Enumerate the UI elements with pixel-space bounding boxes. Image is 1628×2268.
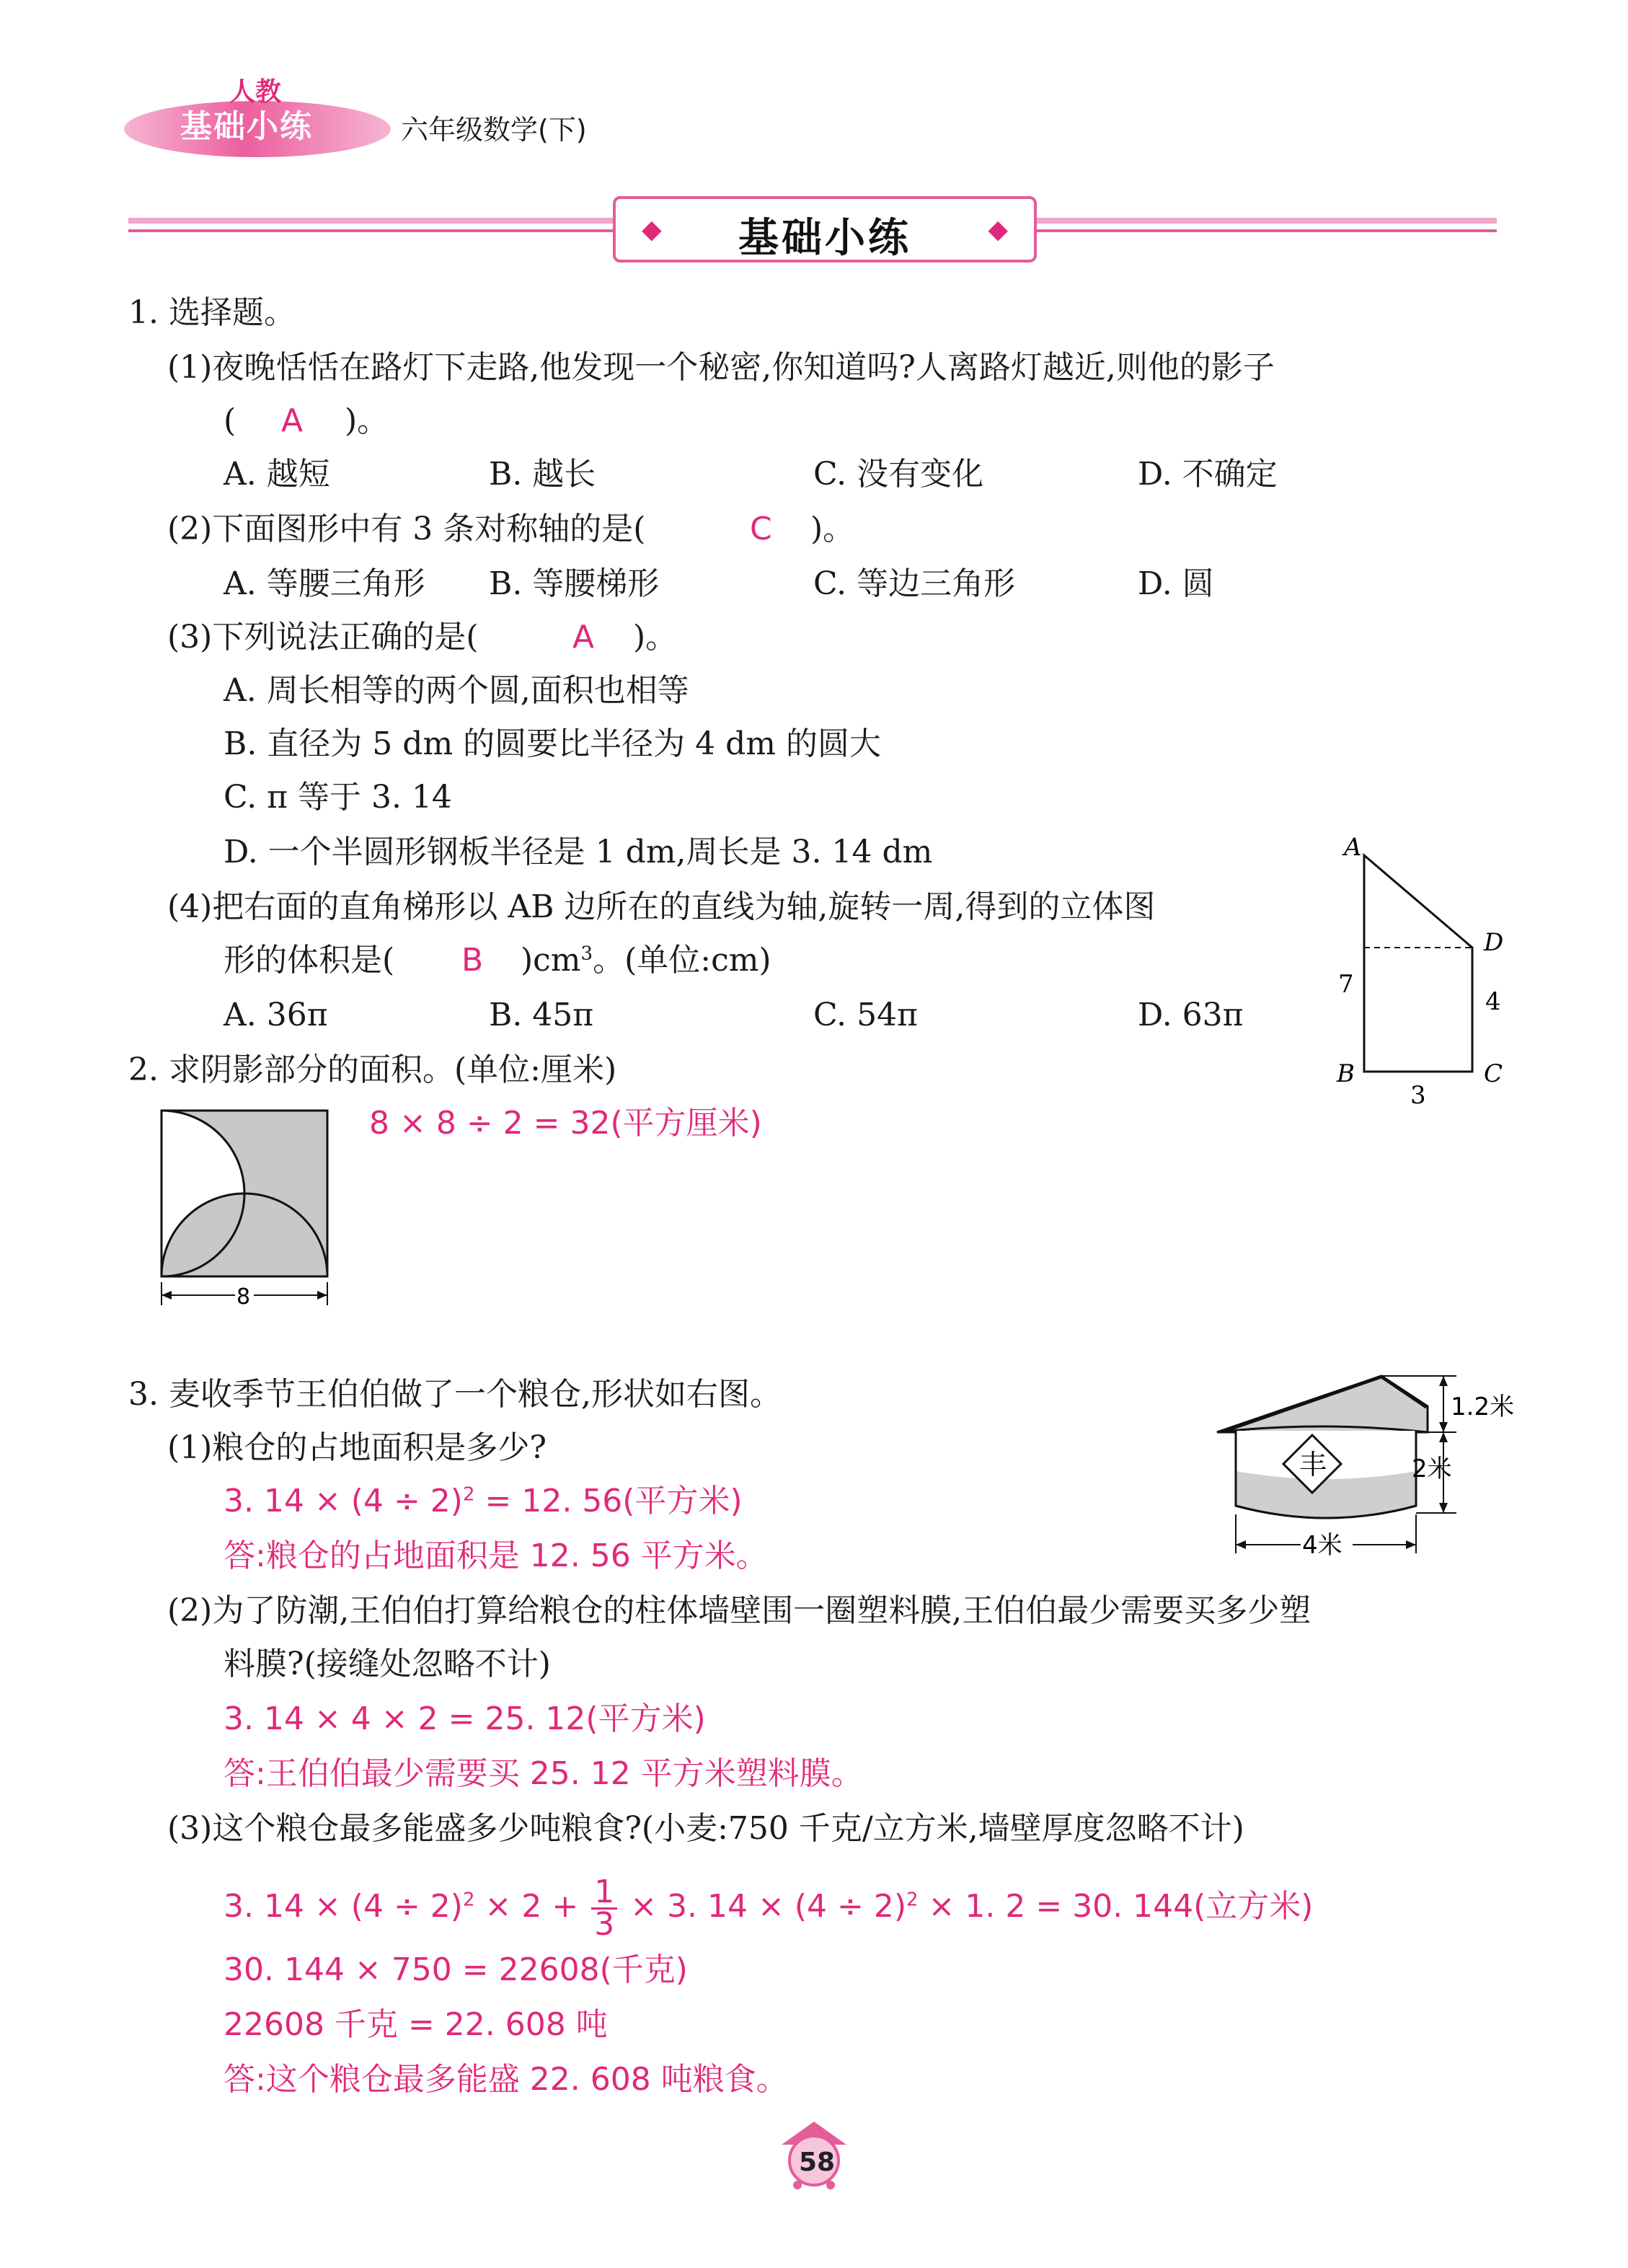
q3-p3-calc1 [224, 1873, 1314, 1943]
title-rule-left-2 [128, 229, 613, 232]
q1-p4-stem1: (4)把右面的直角梯形以 AB 边所在的直线为轴,旋转一周,得到的立体图 [167, 888, 1156, 925]
q3-p3-stem: (3)这个粮仓最多能盛多少吨粮食?(小麦:750 千克/立方米,墙壁厚度忽略不计) [167, 1810, 1244, 1847]
q3-p1-calc-sup: 2 [462, 1483, 475, 1506]
q1-p2-option-a: A. 等腰三角形 [224, 565, 425, 602]
q1-p4-close-post: 。(单位:cm) [593, 942, 771, 979]
diameter-label: 4米 [1302, 1531, 1342, 1560]
q1-p4-stem2: 形的体积是( [224, 942, 395, 979]
q1-p1-stem1: (1)夜晚恬恬在路灯下走路,他发现一个秘密,你知道吗?人离路灯越近,则他的影子 [167, 349, 1275, 386]
q1-p2-option-d: D. 圆 [1138, 565, 1214, 602]
header-series: 基础小练 [180, 108, 313, 145]
shaded-square-figure [154, 1103, 342, 1312]
q1-p1-close: )。 [345, 402, 389, 439]
wall-height-label: 2米 [1412, 1455, 1452, 1483]
title-rule-left [128, 218, 613, 224]
q3-p2-stem2: 料膜?(接缝处忽略不计) [224, 1646, 551, 1682]
q1-p4-option-b: B. 45π [489, 997, 594, 1033]
fraction-numerator: 1 [591, 1877, 617, 1910]
q1-p4-option-d: D. 63π [1138, 997, 1244, 1033]
q1-p2-answer: C [750, 511, 772, 547]
vertex-a-label: A [1344, 833, 1362, 862]
q3-title: 3. 麦收季节王伯伯做了一个粮仓,形状如右图。 [128, 1376, 782, 1413]
fraction-denominator: 3 [594, 1905, 615, 1943]
q3-p3-calc1-b: × 2 + [474, 1888, 589, 1925]
q1-p4-answer: B [461, 942, 484, 979]
q1-p1-option-c: C. 没有变化 [813, 456, 984, 493]
q1-title: 1. 选择题。 [128, 294, 296, 331]
q1-p4-close-pre: )cm [521, 942, 581, 979]
q3-p3-calc2: 30. 144 × 750 = 22608(千克) [224, 1951, 688, 1988]
q3-p3-calc3: 22608 千克 = 22. 608 吨 [224, 2006, 608, 2043]
vertex-c-label: C [1484, 1059, 1503, 1088]
q3-p1-answer: 答:粮仓的占地面积是 12. 56 平方米。 [224, 1537, 768, 1574]
q1-p4-close [521, 940, 771, 981]
q3-p2-answer: 答:王伯伯最少需要买 25. 12 平方米塑料膜。 [224, 1755, 863, 1792]
q3-p3-calc1-sup2: 2 [906, 1889, 919, 1911]
q1-p3-stem: (3)下列说法正确的是( [167, 619, 479, 656]
q1-p3-option-a: A. 周长相等的两个圆,面积也相等 [224, 672, 689, 709]
q3-p2-stem1: (2)为了防潮,王伯伯打算给粮仓的柱体墙壁围一圈塑料膜,王伯伯最少需要买多少塑 [167, 1592, 1311, 1629]
dim-diameter-arrow-left [1236, 1540, 1246, 1549]
q1-p4-option-a: A. 36π [224, 997, 328, 1033]
q3-p1-calc [224, 1481, 743, 1522]
q3-p2-calc: 3. 14 × 4 × 2 = 25. 12(平方米) [224, 1700, 706, 1737]
q3-p1-stem: (1)粮仓的占地面积是多少? [167, 1429, 547, 1466]
badge-foot-right [826, 2181, 835, 2189]
dim-wall-arrow-up [1439, 1432, 1448, 1442]
q3-p3-calc1-d: × 1. 2 = 30. 144(立方米) [918, 1888, 1314, 1925]
dim-diameter-arrow-right [1406, 1540, 1416, 1549]
vertex-b-label: B [1337, 1059, 1355, 1088]
q1-p1-option-b: B. 越长 [489, 456, 596, 493]
q1-p2-option-b: B. 等腰梯形 [489, 565, 660, 602]
q1-p3-close: )。 [633, 619, 678, 656]
side-ab-label: 7 [1338, 970, 1354, 999]
vertex-d-label: D [1484, 928, 1504, 957]
q1-p1-option-a: A. 越短 [224, 456, 330, 493]
header-publisher: 人教 [229, 77, 282, 107]
side-dc-label: 4 [1485, 987, 1501, 1016]
page-number-badge [774, 2119, 854, 2191]
diamond-icon-left: ◆ [642, 215, 662, 244]
trapezoid-figure [1327, 829, 1514, 1118]
q3-p1-calc-pre: 3. 14 × (4 ÷ 2) [224, 1483, 463, 1519]
q1-p3-answer: A [572, 619, 595, 656]
q3-p3-answer: 答:这个粮仓最多能盛 22. 608 吨粮食。 [224, 2061, 788, 2098]
header-book: 六年级数学(下) [401, 114, 587, 146]
dim-arrow-right [317, 1291, 327, 1300]
q3-p1-calc-post: = 12. 56(平方米) [474, 1483, 743, 1519]
q1-p2-close: )。 [810, 511, 855, 547]
page-number: 58 [799, 2148, 836, 2177]
side-bc-label: 3 [1410, 1081, 1426, 1110]
dim-label: 8 [236, 1284, 251, 1310]
q3-p3-calc1-sup1: 2 [462, 1889, 475, 1911]
q1-p3-option-d: D. 一个半圆形钢板半径是 1 dm,周长是 3. 14 dm [224, 834, 933, 870]
q1-p3-option-b: B. 直径为 5 dm 的圆要比半径为 4 dm 的圆大 [224, 725, 881, 762]
granary-figure [1211, 1363, 1543, 1572]
diamond-icon-right: ◆ [988, 215, 1008, 244]
q1-p1-answer: A [281, 402, 304, 439]
section-title-box [613, 196, 1037, 262]
trapezoid-shape [1364, 855, 1472, 1072]
q3-p3-calc1-a: 3. 14 × (4 ÷ 2) [224, 1888, 463, 1925]
title-rule-right-2 [1034, 229, 1497, 232]
q1-p3-option-c: C. π 等于 3. 14 [224, 779, 452, 816]
badge-foot-left [793, 2181, 802, 2189]
q1-p1-option-d: D. 不确定 [1138, 456, 1278, 493]
dim-roof-arrow-down [1439, 1422, 1448, 1432]
dim-roof-arrow-up [1439, 1376, 1448, 1386]
dim-wall-arrow-down [1439, 1503, 1448, 1513]
q1-p2-option-c: C. 等边三角形 [813, 565, 1016, 602]
section-title: 基础小练 [738, 215, 911, 262]
q1-p4-close-sup: 3 [580, 943, 593, 965]
roof-height-label: 1.2米 [1451, 1393, 1515, 1421]
q2-title: 2. 求阴影部分的面积。(单位:厘米) [128, 1051, 617, 1088]
title-rule-right [1034, 218, 1497, 224]
q1-p1-open: ( [224, 402, 236, 439]
q2-answer: 8 × 8 ÷ 2 = 32(平方厘米) [369, 1105, 762, 1142]
dim-arrow-left [162, 1291, 172, 1300]
q3-p3-calc1-c: × 3. 14 × (4 ÷ 2) [620, 1888, 906, 1925]
fraction-one-third [591, 1873, 617, 1943]
q1-p2-stem: (2)下面图形中有 3 条对称轴的是( [167, 511, 646, 547]
granary-symbol: 丰 [1299, 1449, 1327, 1481]
q1-p4-option-c: C. 54π [813, 997, 918, 1033]
